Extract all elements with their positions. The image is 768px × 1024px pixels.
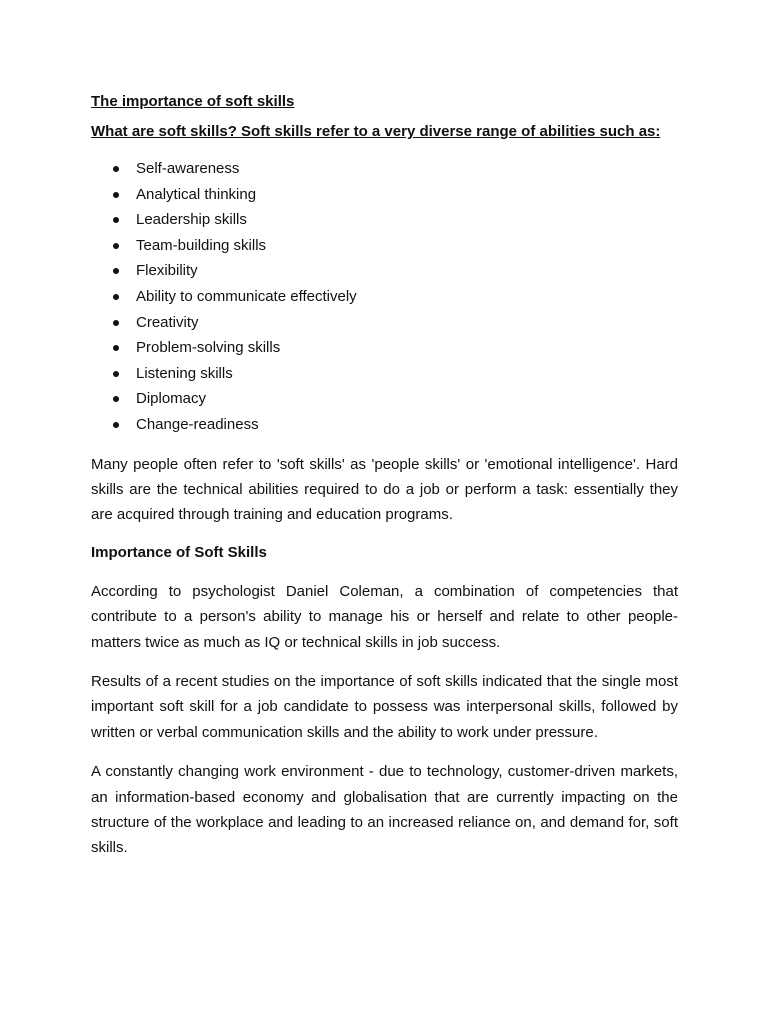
paragraph-coleman: According to psychologist Daniel Coleman, a combination of competencies that contribute to a person's ability to manage his or herself and relate to other people-matters twice as much as IQ or technical skills in job success. xyxy=(91,582,678,651)
bullet-icon xyxy=(113,396,119,402)
bullet-icon xyxy=(113,345,119,351)
list-item-text: Creativity xyxy=(136,313,199,331)
list-item xyxy=(91,207,678,233)
list-item xyxy=(91,412,678,438)
paragraph-work-environment: A constantly changing work environment - due to technology, customer-driven markets, an information-based economy and globalisation that are currently impacting on the structure of the workplace and leading to an increased reliance on, and demand for, soft skills. xyxy=(91,763,678,857)
list-item xyxy=(91,284,678,310)
list-item-text: Ability to communicate effectively xyxy=(136,287,357,305)
list-item-text: Listening skills xyxy=(136,364,233,382)
bullet-icon xyxy=(113,320,119,326)
document-title: The importance of soft skills xyxy=(91,93,295,110)
section-heading: Importance of Soft Skills xyxy=(91,543,267,561)
list-item-text: Analytical thinking xyxy=(136,185,257,203)
bullet-icon xyxy=(113,422,119,428)
bullet-icon xyxy=(113,371,119,377)
list-item xyxy=(91,335,678,361)
list-item xyxy=(91,386,678,412)
list-item-text: Change-readiness xyxy=(136,415,259,433)
bullet-icon xyxy=(113,268,119,274)
list-item-text: Diplomacy xyxy=(136,390,207,408)
list-item xyxy=(91,258,678,284)
list-item-text: Flexibility xyxy=(136,262,198,280)
list-item xyxy=(91,310,678,336)
paragraph-studies: Results of a recent studies on the importance of soft skills indicated that the single most important soft skill for a job candidate to possess was interpersonal skills, followed by written or verbal communication skills and the ability to work under pressure. xyxy=(91,672,678,741)
document-subtitle: What are soft skills? Soft skills refer to a very diverse range of abilities such as: xyxy=(91,123,661,140)
list-item xyxy=(91,361,678,387)
list-item xyxy=(91,182,678,208)
bullet-icon xyxy=(113,192,119,198)
paragraph-people-skills: Many people often refer to 'soft skills' as 'people skills' or 'emotional intelligence'. Hard skills are the technical abilities required to do a job or perform a task: essentially they are acquired through training and education programs. xyxy=(91,455,678,524)
list-item xyxy=(91,156,678,182)
list-item-text: Problem-solving skills xyxy=(136,339,281,357)
document-page xyxy=(91,92,678,861)
skills-list xyxy=(91,156,678,438)
bullet-icon xyxy=(113,217,119,223)
bullet-icon xyxy=(113,294,119,300)
list-item-text: Leadership skills xyxy=(136,211,247,229)
list-item-text: Self-awareness xyxy=(136,160,240,177)
list-item xyxy=(91,233,678,259)
list-item-text: Team-building skills xyxy=(136,236,267,254)
bullet-icon xyxy=(113,166,119,172)
bullet-icon xyxy=(113,243,119,249)
